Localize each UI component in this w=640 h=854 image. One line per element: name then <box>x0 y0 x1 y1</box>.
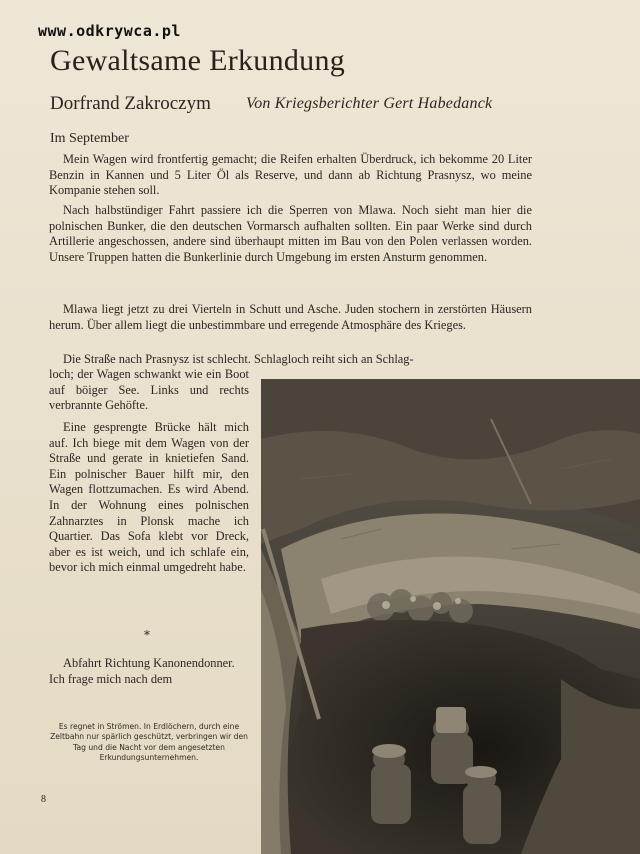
watermark: www.odkrywca.pl <box>38 22 181 40</box>
section-heading: Im September <box>50 131 129 146</box>
column-line: Ich frage mich nach dem <box>49 671 173 686</box>
column-paragraph: Eine gesprengte Brücke hält mich auf. Ich biege mit dem Wagen von der Straße und gerate in knietiefen Sand. Ein polnischer Bauer hilft mir, den Wagen flottzumachen. Es wird Abend. In der Wohnung eines polnischen Zahnarztes in Plonsk mache ich Quartier. Das Sofa klebt vor Dreck, aber es ist weich, und ich schlafe ein, bevor ich mich einmal umgedreht habe. <box>49 420 249 575</box>
article-place: Dorfrand Zakroczym <box>50 93 211 114</box>
section-divider: * <box>144 628 150 642</box>
article-title: Gewaltsame Erkundung <box>50 44 346 77</box>
trench-dugout-photo <box>261 379 640 854</box>
column-paragraph <box>49 656 249 687</box>
article-author: Von Kriegsberichter Gert Habedanck <box>246 95 493 112</box>
page-number: 8 <box>41 794 46 805</box>
column-line: Abfahrt Richtung Kanonendonner. <box>63 656 235 670</box>
paragraph: Die Straße nach Prasnysz ist schlecht. Schlagloch reiht sich an Schlag- <box>63 352 414 366</box>
photo-illustration <box>261 379 640 854</box>
paragraph: Mlawa liegt jetzt zu drei Vierteln in Schutt und Asche. Juden stochern in zerstörten Häusern herum. Über allem liegt die unbestimmbare und erregende Atmosphäre des Krieges. <box>49 302 532 332</box>
paragraph: Nach halbstündiger Fahrt passiere ich die Sperren von Mlawa. Noch sieht man hier die polnischen Bunker, die den deutschen Vormarsch aufhalten sollten. Ein paar Werke sind durch Artillerie angeschossen, andere sind überhaupt mitten im Bau von den Polen verlassen worden. Unsere Truppen hatten die Bunkerlinie durch Umgebung im ersten Ansturm genommen. <box>49 203 532 264</box>
photo-caption: Es regnet in Strömen. In Erdlöchern, durch eine Zeltbahn nur spärlich geschützt, verbringen wir den Tag und die Nacht vor dem angesetzten Erkundungsunternehmen. <box>50 722 248 763</box>
column-paragraph: loch; der Wagen schwankt wie ein Boot auf böiger See. Links und rechts verbrannte Gehöfte. <box>49 367 249 413</box>
paragraph: Mein Wagen wird frontfertig gemacht; die Reifen erhalten Überdruck, ich bekomme 20 Liter Benzin in Kannen und 5 Liter Öl als Reserve, und dann ab Richtung Prasnysz, wo meine Kompanie stehen soll. <box>49 152 532 198</box>
